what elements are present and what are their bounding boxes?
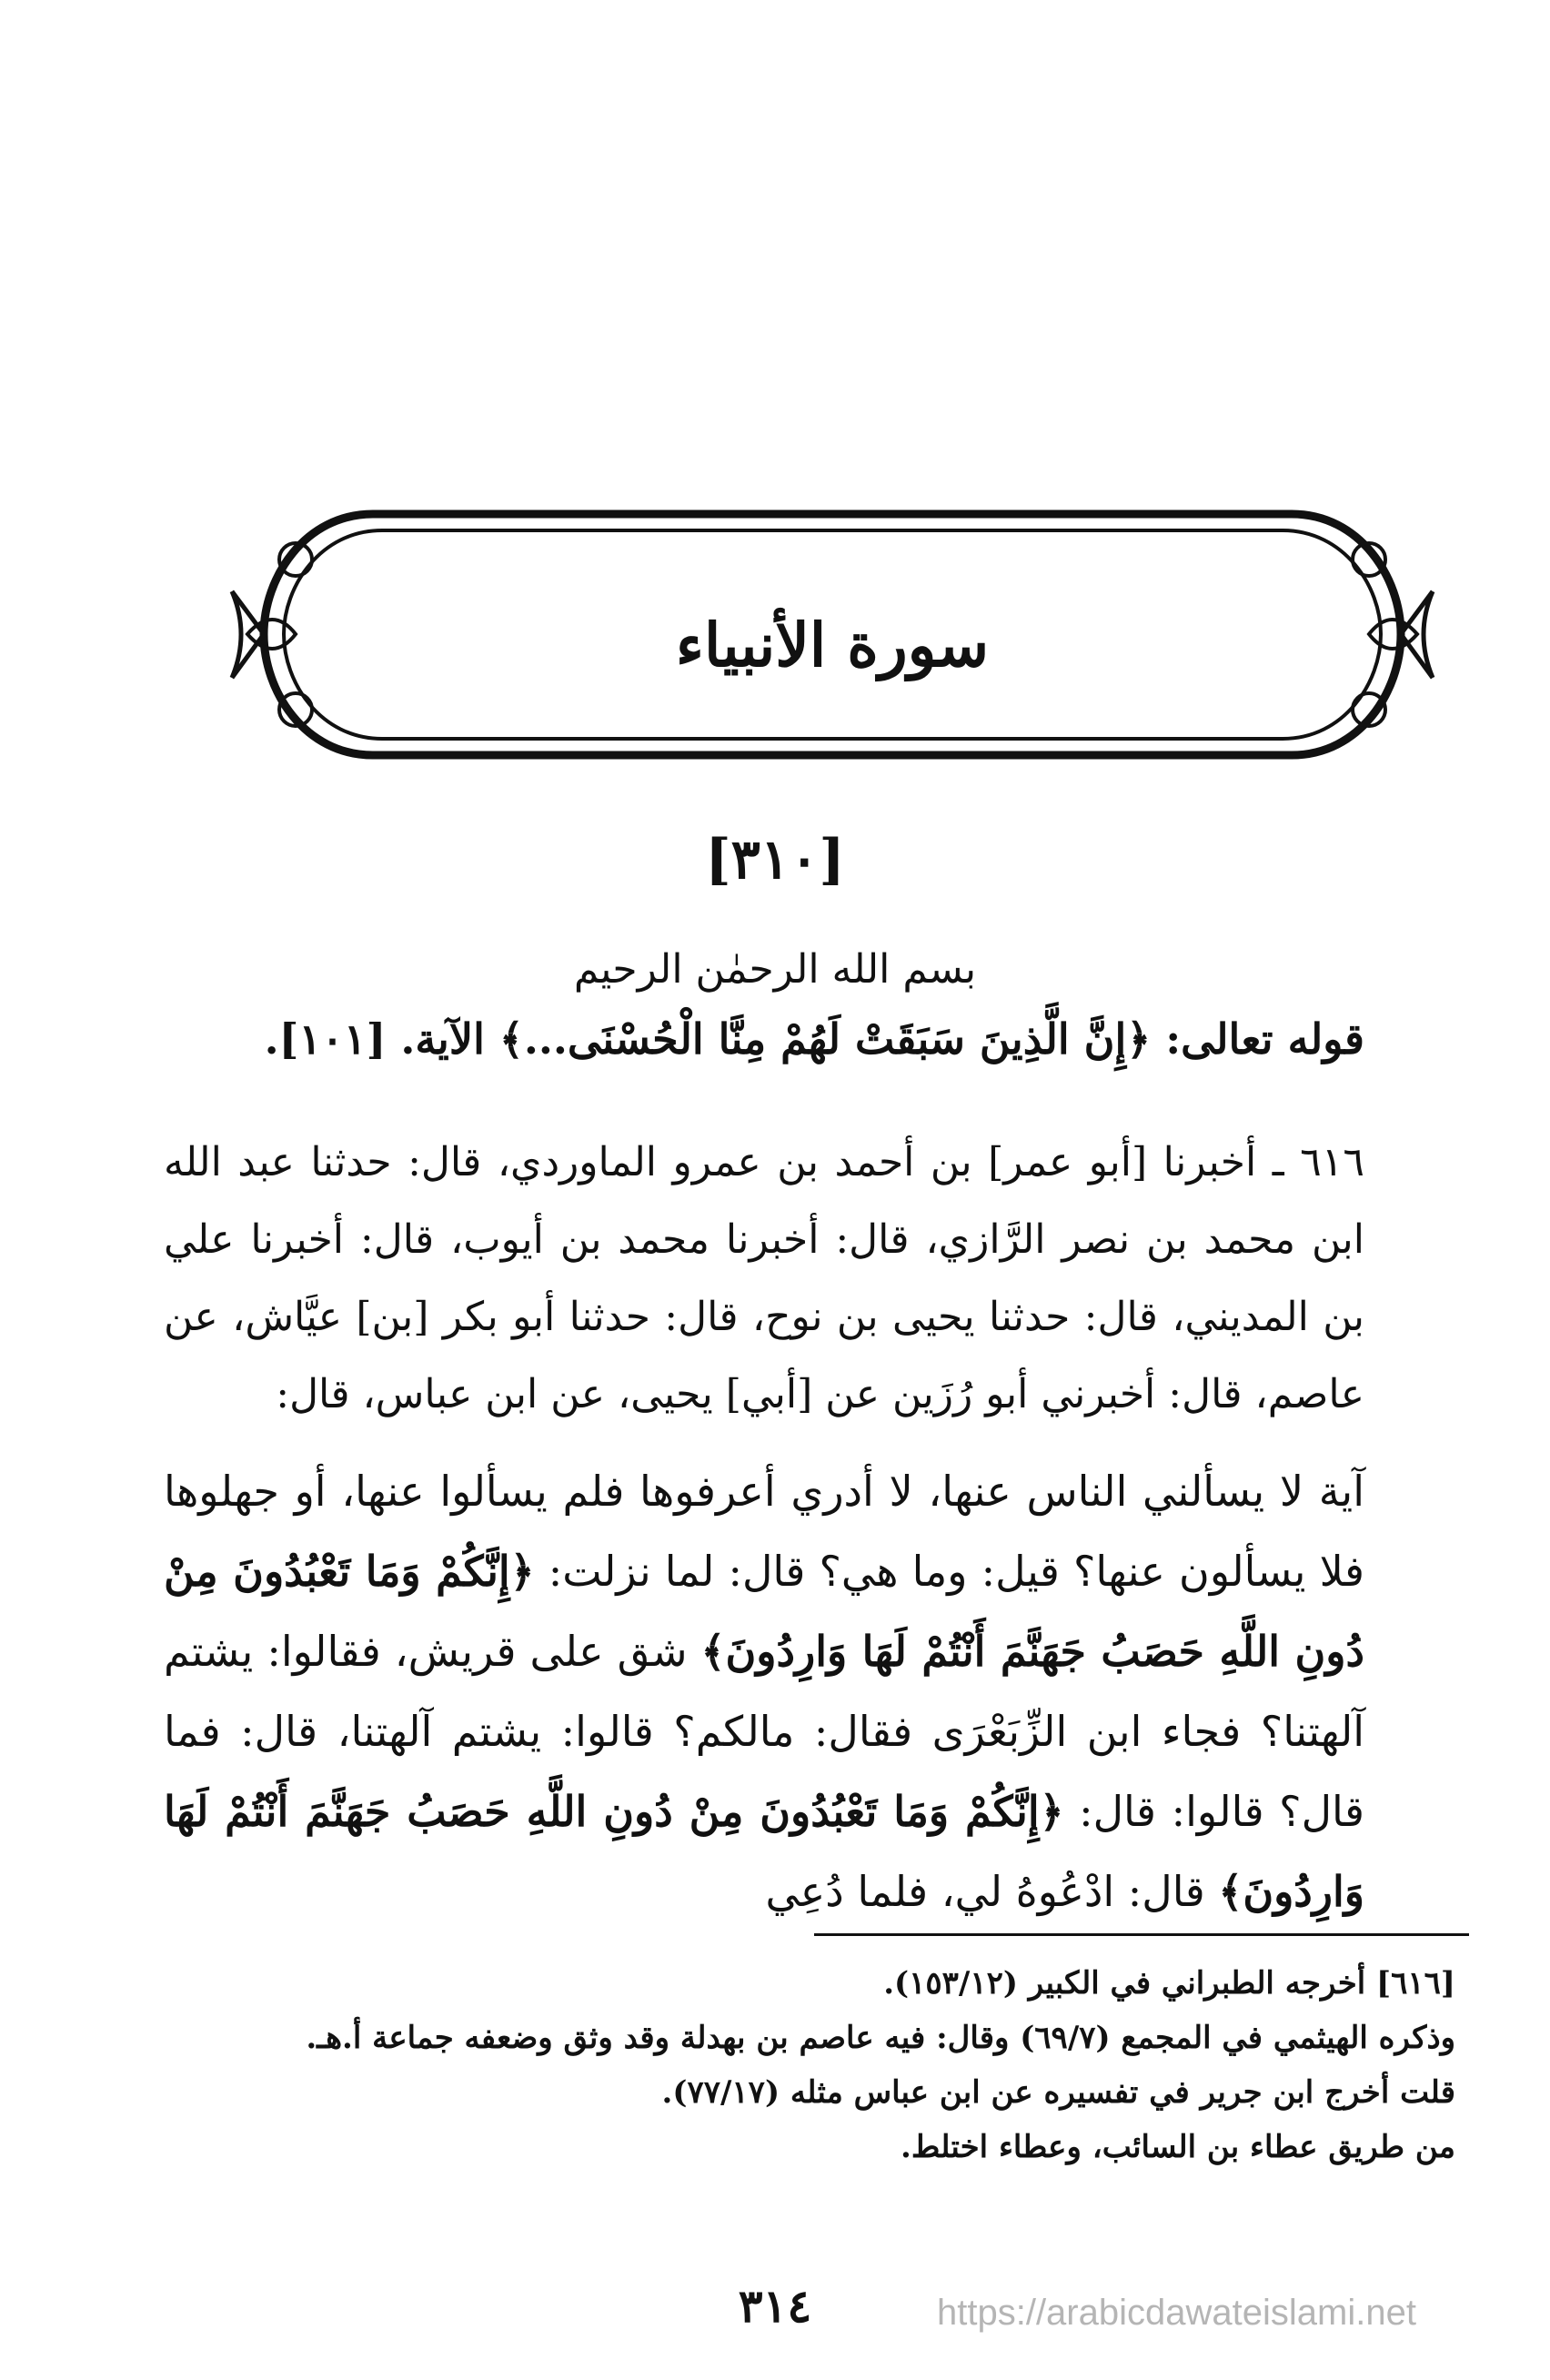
footnotes	[227, 1956, 1455, 2174]
footnote-line: قلت أخرج ابن جرير في تفسيره عن ابن عباس مثله (٧٧/١٧).	[661, 2074, 1455, 2111]
footnote-line: من طريق عطاء بن السائب، وعطاء اختلط.	[901, 2129, 1455, 2165]
footnote-line: [٦١٦] أخرجه الطبراني في الكبير (١٥٣/١٢).	[883, 1965, 1455, 2002]
page-number: ٣١٤	[738, 2279, 812, 2333]
story-text-3: قال: ادْعُوهُ لي، فلما دُعِي	[765, 1867, 1205, 1916]
quran-quote-2: ﴿إِنَّكُمْ وَمَا تَعْبُدُونَ مِنْ دُونِ اللَّهِ حَصَبُ جَهَنَّمَ أَنْتُمْ لَهَا وَارِدُونَ﴾	[164, 1787, 1364, 1916]
title-frame	[227, 496, 1437, 773]
basmala: بسم الله الرحمٰن الرحيم	[573, 946, 977, 993]
hadith-isnad	[164, 1124, 1364, 1433]
surah-title: سورة الأنبياء	[675, 610, 990, 681]
watermark: https://arabicdawateislami.net	[937, 2293, 1416, 2333]
story-text-1: آية لا يسألني الناس عنها، لا أدري أعرفوها فلم يسألوا عنها، أو جهلوها فلا يسألون عنها؟ قيل: وما هي؟ قال: لما نزلت:	[164, 1467, 1365, 1596]
hadith-story	[164, 1451, 1364, 1931]
ayah-heading: قوله تعالى: ﴿إِنَّ الَّذِينَ سَبَقَتْ لَهُمْ مِنَّا الْحُسْنَى...﴾ الآية. [١٠١].	[264, 1014, 1364, 1064]
isnad-text: ٦١٦ ـ أخبرنا [أبو عمر] بن أحمد بن عمرو الماوردي، قال: حدثنا عبد الله ابن محمد بن نصر الرَّازي، قال: أخبرنا محمد بن أيوب، قال: أخبرنا علي بن المديني، قال: حدثنا يحيى بن نوح، قال: حدثنا أبو بكر [بن] عيَّاش، عن عاصم، قال: أخبرني أبو رُزَين عن [أبي] يحيى، عن ابن عباس، قال:	[164, 1139, 1364, 1417]
story-text-2: شق على قريش، فقالوا: يشتم آلهتنا؟ فجاء ابن الزِّبَعْرَى فقال: مالكم؟ قالوا: يشتم آلهتنا، قال: فما قال؟ قالوا: قال:	[164, 1627, 1365, 1836]
footnote-line: وذكره الهيثمي في المجمع (٦٩/٧) وقال: فيه عاصم بن بهدلة وقد وثق وضعفه جماعة أ.هـ.	[306, 2020, 1455, 2056]
section-number: [٣١٠]	[705, 828, 845, 892]
quran-quote-1: ﴿إِنَّكُمْ وَمَا تَعْبُدُونَ مِنْ دُونِ اللَّهِ حَصَبُ جَهَنَّمَ أَنْتُمْ لَهَا وَارِدُونَ﴾	[164, 1547, 1364, 1676]
story-paragraph	[164, 1451, 1364, 1931]
footnote-divider	[814, 1933, 1469, 1936]
